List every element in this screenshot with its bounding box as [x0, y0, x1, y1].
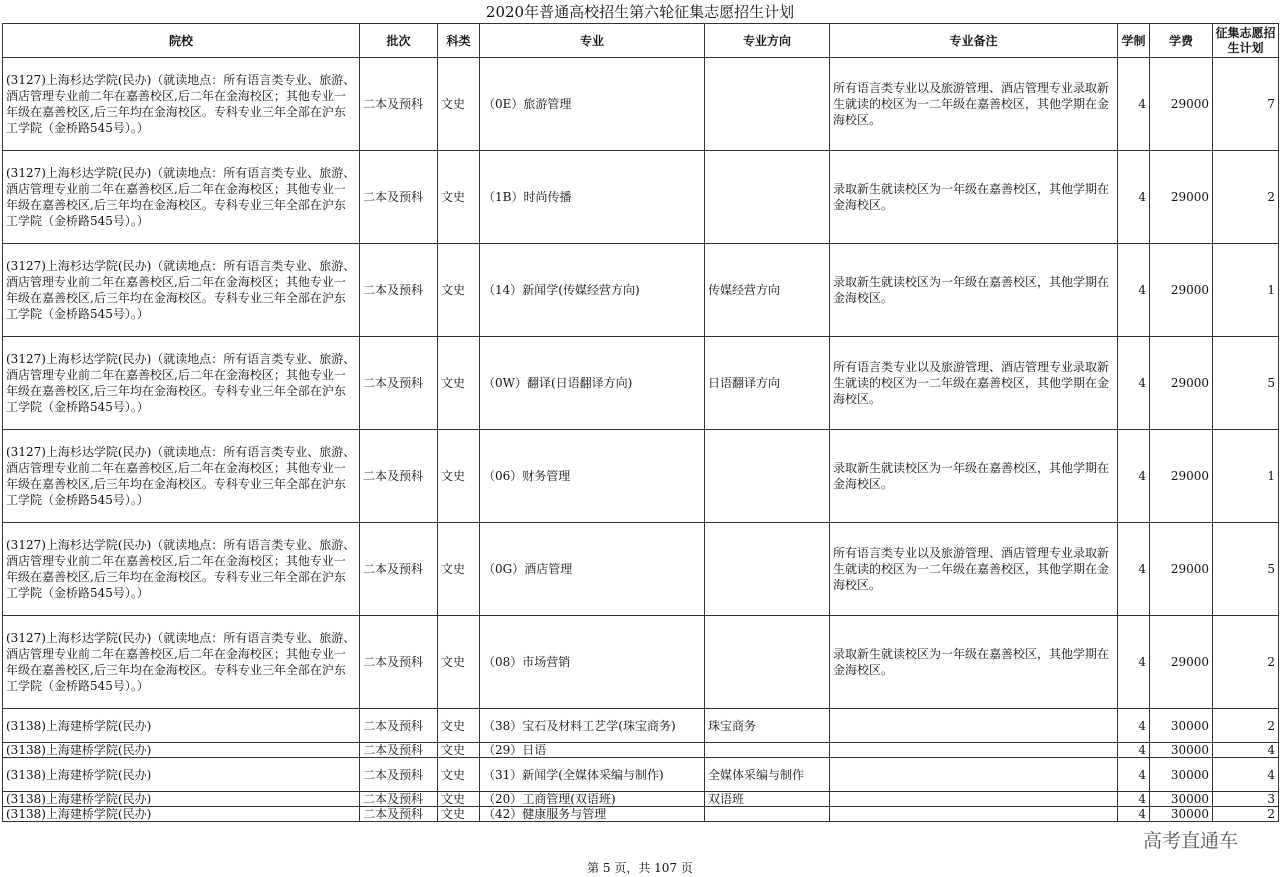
cell-major: （29）日语 [480, 743, 705, 758]
cell-fee: 29000 [1150, 244, 1213, 337]
cell-batch: 二本及预科 [360, 151, 438, 244]
header-fee: 学费 [1150, 24, 1213, 58]
table-row [3, 616, 1279, 709]
cell-school: (3138)上海建桥学院(民办) [3, 758, 360, 792]
table-header-row [3, 24, 1279, 58]
cell-category: 文史 [438, 151, 480, 244]
cell-duration: 4 [1118, 58, 1150, 151]
cell-duration: 4 [1118, 758, 1150, 792]
cell-category: 文史 [438, 430, 480, 523]
cell-fee: 30000 [1150, 758, 1213, 792]
cell-school: (3138)上海建桥学院(民办) [3, 792, 360, 807]
cell-fee: 29000 [1150, 337, 1213, 430]
cell-fee: 29000 [1150, 616, 1213, 709]
table-row [3, 523, 1279, 616]
cell-duration: 4 [1118, 792, 1150, 807]
table-row [3, 792, 1279, 807]
cell-category: 文史 [438, 743, 480, 758]
cell-direction [705, 58, 830, 151]
cell-remark [830, 743, 1118, 758]
cell-direction: 珠宝商务 [705, 709, 830, 743]
cell-quota: 1 [1213, 244, 1279, 337]
cell-category: 文史 [438, 616, 480, 709]
cell-batch: 二本及预科 [360, 616, 438, 709]
cell-quota: 4 [1213, 743, 1279, 758]
cell-direction: 传媒经营方向 [705, 244, 830, 337]
cell-duration: 4 [1118, 151, 1150, 244]
cell-batch: 二本及预科 [360, 244, 438, 337]
cell-duration: 4 [1118, 709, 1150, 743]
cell-duration: 4 [1118, 244, 1150, 337]
cell-fee: 30000 [1150, 709, 1213, 743]
cell-fee: 29000 [1150, 151, 1213, 244]
table-row [3, 58, 1279, 151]
cell-direction [705, 430, 830, 523]
cell-school: (3138)上海建桥学院(民办) [3, 743, 360, 758]
cell-category: 文史 [438, 523, 480, 616]
page-number-footer: 第 5 页，共 107 页 [587, 861, 693, 875]
cell-major: （31）新闻学(全媒体采编与制作) [480, 758, 705, 792]
cell-category: 文史 [438, 709, 480, 743]
cell-direction [705, 807, 830, 822]
cell-school: (3127)上海杉达学院(民办)（就读地点：所有语言类专业、旅游、酒店管理专业前二年在嘉善校区,后二年在金海校区；其他专业一年级在嘉善校区,后三年均在金海校区。专科专业三年全部在沪东工学院（金桥路545号）。） [3, 244, 360, 337]
cell-fee: 30000 [1150, 792, 1213, 807]
cell-major: （0E）旅游管理 [480, 58, 705, 151]
cell-direction [705, 616, 830, 709]
table-row [3, 430, 1279, 523]
cell-fee: 29000 [1150, 58, 1213, 151]
cell-remark: 所有语言类专业以及旅游管理、酒店管理专业录取新生就读的校区为一二年级在嘉善校区，其他学期在金海校区。 [830, 523, 1118, 616]
cell-fee: 30000 [1150, 743, 1213, 758]
header-school: 院校 [3, 24, 360, 58]
cell-batch: 二本及预科 [360, 523, 438, 616]
cell-school: (3127)上海杉达学院(民办)（就读地点：所有语言类专业、旅游、酒店管理专业前二年在嘉善校区,后二年在金海校区；其他专业一年级在嘉善校区,后三年均在金海校区。专科专业三年全部在沪东工学院（金桥路545号）。） [3, 430, 360, 523]
cell-batch: 二本及预科 [360, 743, 438, 758]
cell-duration: 4 [1118, 616, 1150, 709]
cell-direction [705, 743, 830, 758]
cell-quota: 4 [1213, 758, 1279, 792]
cell-category: 文史 [438, 337, 480, 430]
document-title: 2020年普通高校招生第六轮征集志愿招生计划 [485, 3, 795, 21]
cell-remark: 所有语言类专业以及旅游管理、酒店管理专业录取新生就读的校区为一二年级在嘉善校区，其他学期在金海校区。 [830, 58, 1118, 151]
cell-batch: 二本及预科 [360, 807, 438, 822]
cell-batch: 二本及预科 [360, 430, 438, 523]
header-category: 科类 [438, 24, 480, 58]
cell-batch: 二本及预科 [360, 58, 438, 151]
cell-remark: 所有语言类专业以及旅游管理、酒店管理专业录取新生就读的校区为一二年级在嘉善校区，其他学期在金海校区。 [830, 337, 1118, 430]
cell-batch: 二本及预科 [360, 709, 438, 743]
table-row [3, 743, 1279, 758]
cell-major: （0W）翻译(日语翻译方向) [480, 337, 705, 430]
cell-category: 文史 [438, 244, 480, 337]
cell-remark [830, 758, 1118, 792]
cell-major: （20）工商管理(双语班) [480, 792, 705, 807]
cell-category: 文史 [438, 792, 480, 807]
header-remark: 专业备注 [830, 24, 1118, 58]
cell-quota: 1 [1213, 430, 1279, 523]
header-direction: 专业方向 [705, 24, 830, 58]
cell-batch: 二本及预科 [360, 337, 438, 430]
cell-school: (3127)上海杉达学院(民办)（就读地点：所有语言类专业、旅游、酒店管理专业前二年在嘉善校区,后二年在金海校区；其他专业一年级在嘉善校区,后三年均在金海校区。专科专业三年全部在沪东工学院（金桥路545号）。） [3, 58, 360, 151]
cell-batch: 二本及预科 [360, 792, 438, 807]
cell-school: (3127)上海杉达学院(民办)（就读地点：所有语言类专业、旅游、酒店管理专业前二年在嘉善校区,后二年在金海校区；其他专业一年级在嘉善校区,后三年均在金海校区。专科专业三年全部在沪东工学院（金桥路545号）。） [3, 337, 360, 430]
cell-remark: 录取新生就读校区为一年级在嘉善校区，其他学期在金海校区。 [830, 244, 1118, 337]
cell-fee: 29000 [1150, 523, 1213, 616]
cell-major: （08）市场营销 [480, 616, 705, 709]
cell-major: （38）宝石及材料工艺学(珠宝商务) [480, 709, 705, 743]
cell-major: （1B）时尚传播 [480, 151, 705, 244]
cell-quota: 5 [1213, 523, 1279, 616]
header-duration: 学制 [1118, 24, 1150, 58]
cell-duration: 4 [1118, 523, 1150, 616]
cell-batch: 二本及预科 [360, 758, 438, 792]
cell-major: （42）健康服务与管理 [480, 807, 705, 822]
cell-major: （14）新闻学(传媒经营方向) [480, 244, 705, 337]
cell-remark: 录取新生就读校区为一年级在嘉善校区，其他学期在金海校区。 [830, 151, 1118, 244]
cell-school: (3127)上海杉达学院(民办)（就读地点：所有语言类专业、旅游、酒店管理专业前二年在嘉善校区,后二年在金海校区；其他专业一年级在嘉善校区,后三年均在金海校区。专科专业三年全部在沪东工学院（金桥路545号）。） [3, 151, 360, 244]
cell-quota: 5 [1213, 337, 1279, 430]
cell-direction: 双语班 [705, 792, 830, 807]
cell-fee: 29000 [1150, 430, 1213, 523]
cell-school: (3138)上海建桥学院(民办) [3, 807, 360, 822]
cell-quota: 2 [1213, 616, 1279, 709]
header-major: 专业 [480, 24, 705, 58]
cell-fee: 30000 [1150, 807, 1213, 822]
cell-major: （06）财务管理 [480, 430, 705, 523]
cell-remark: 录取新生就读校区为一年级在嘉善校区，其他学期在金海校区。 [830, 616, 1118, 709]
cell-remark [830, 807, 1118, 822]
cell-duration: 4 [1118, 430, 1150, 523]
cell-quota: 2 [1213, 807, 1279, 822]
cell-remark: 录取新生就读校区为一年级在嘉善校区，其他学期在金海校区。 [830, 430, 1118, 523]
cell-remark [830, 709, 1118, 743]
header-batch: 批次 [360, 24, 438, 58]
cell-category: 文史 [438, 58, 480, 151]
cell-category: 文史 [438, 758, 480, 792]
cell-duration: 4 [1118, 743, 1150, 758]
cell-category: 文史 [438, 807, 480, 822]
cell-quota: 2 [1213, 709, 1279, 743]
cell-quota: 7 [1213, 58, 1279, 151]
cell-direction [705, 523, 830, 616]
cell-direction: 全媒体采编与制作 [705, 758, 830, 792]
table-row [3, 151, 1279, 244]
cell-school: (3127)上海杉达学院(民办)（就读地点：所有语言类专业、旅游、酒店管理专业前二年在嘉善校区,后二年在金海校区；其他专业一年级在嘉善校区,后三年均在金海校区。专科专业三年全部在沪东工学院（金桥路545号）。） [3, 616, 360, 709]
table-row [3, 337, 1279, 430]
cell-remark [830, 792, 1118, 807]
cell-school: (3138)上海建桥学院(民办) [3, 709, 360, 743]
table-row [3, 758, 1279, 792]
cell-direction: 日语翻译方向 [705, 337, 830, 430]
cell-quota: 2 [1213, 151, 1279, 244]
header-quota: 征集志愿招生计划 [1213, 24, 1279, 58]
cell-school: (3127)上海杉达学院(民办)（就读地点：所有语言类专业、旅游、酒店管理专业前二年在嘉善校区,后二年在金海校区；其他专业一年级在嘉善校区,后三年均在金海校区。专科专业三年全部在沪东工学院（金桥路545号）。） [3, 523, 360, 616]
watermark-text: 高考直通车 [1143, 830, 1239, 852]
cell-quota: 3 [1213, 792, 1279, 807]
cell-duration: 4 [1118, 807, 1150, 822]
cell-direction [705, 151, 830, 244]
table-row [3, 709, 1279, 743]
table-row [3, 244, 1279, 337]
cell-major: （0G）酒店管理 [480, 523, 705, 616]
table-row [3, 807, 1279, 822]
enrollment-plan-table [2, 23, 1279, 822]
cell-duration: 4 [1118, 337, 1150, 430]
